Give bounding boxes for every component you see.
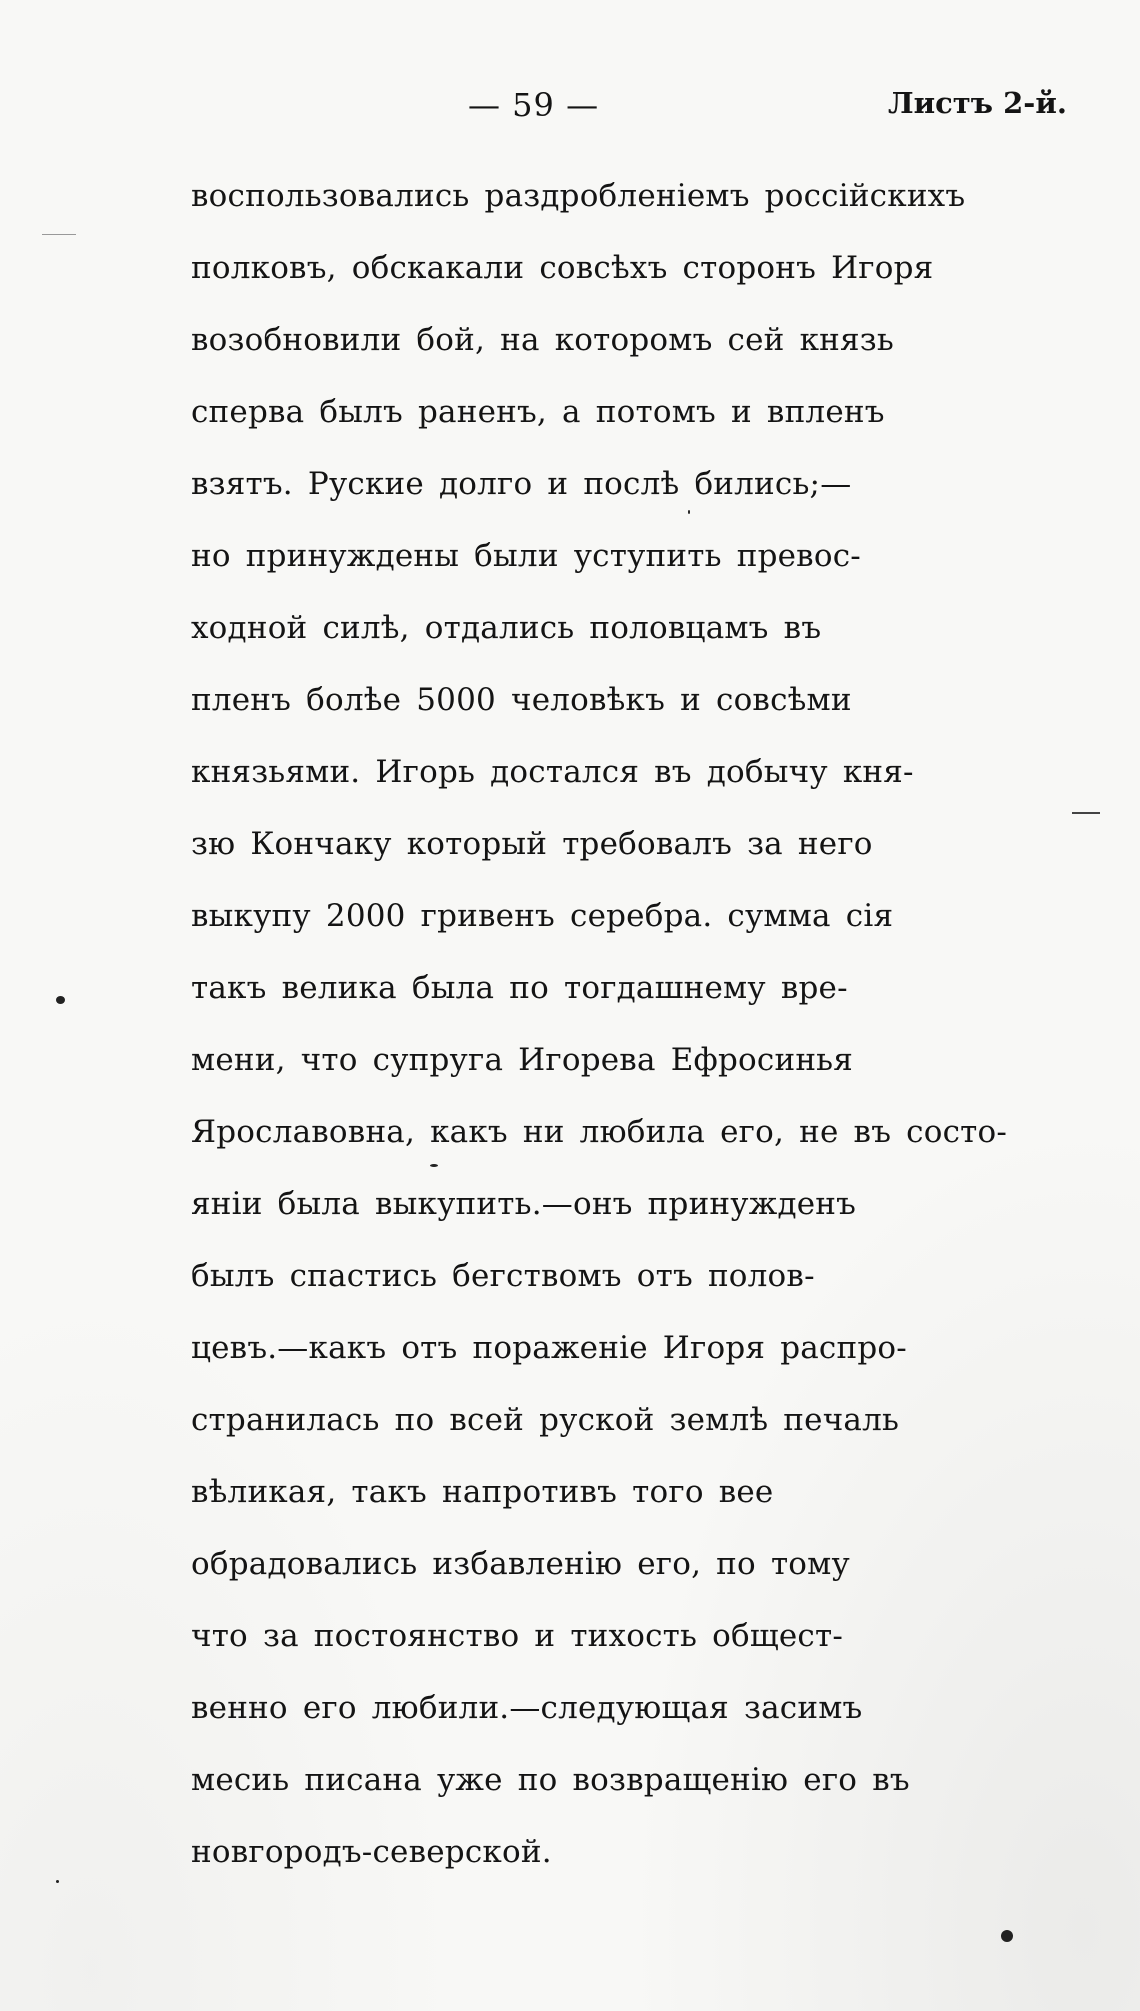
text-line: вѣликая, такъ напротивъ того вее xyxy=(191,1474,774,1510)
text-line: зю Кончаку который требовалъ за него xyxy=(191,826,873,862)
text-line: обрадовались избавленію его, по тому xyxy=(191,1546,850,1582)
text-line: пленъ болѣе 5000 человѣкъ и совсѣми xyxy=(191,682,852,718)
page-number: — 59 — xyxy=(468,86,600,124)
ink-speck xyxy=(56,1880,59,1883)
text-line: князьями. Игорь достался въ добычу кня- xyxy=(191,754,914,790)
text-line: ходной силѣ, отдались половцамъ въ xyxy=(191,610,822,646)
text-line: Ярославовна, какъ ни любила его, не въ состо- xyxy=(191,1114,1008,1150)
text-line: венно его любили.—следующая засимъ xyxy=(191,1690,863,1726)
text-line: полковъ, обскакали совсѣхъ сторонъ Игоря xyxy=(191,250,934,286)
text-line: цевъ.—какъ отъ пораженіе Игоря распро- xyxy=(191,1330,907,1366)
text-line: сперва былъ раненъ, а потомъ и впленъ xyxy=(191,394,885,430)
text-line: мени, что супруга Игорева Ефросинья xyxy=(191,1042,854,1078)
text-line: странилась по всей руской землѣ печаль xyxy=(191,1402,900,1438)
text-line: месиь писана уже по возвращенію его въ xyxy=(191,1762,910,1798)
text-line: яніи была выкупить.—онъ принужденъ xyxy=(191,1186,857,1222)
page-header xyxy=(0,86,1140,136)
text-line: былъ спастись бегствомъ отъ полов- xyxy=(191,1258,815,1294)
margin-mark xyxy=(1072,812,1100,814)
sheet-label: Листъ 2-й. xyxy=(888,86,1067,120)
margin-mark xyxy=(42,234,76,235)
text-line: выкупу 2000 гривенъ серебра. сумма сія xyxy=(191,898,894,934)
ink-speck xyxy=(688,510,690,514)
body-text xyxy=(191,160,1011,1888)
text-line: что за постоянство и тихость общест- xyxy=(191,1618,844,1654)
ink-speck xyxy=(430,1164,438,1167)
text-line: взятъ. Руские долго и послѣ бились;— xyxy=(191,466,852,502)
text-line: такъ велика была по тогдашнему вре- xyxy=(191,970,848,1006)
text-line: но принуждены были уступить превос- xyxy=(191,538,861,574)
ink-speck xyxy=(1001,1930,1013,1942)
ink-speck xyxy=(56,996,65,1004)
text-line: возобновили бой, на которомъ сей князь xyxy=(191,322,894,358)
text-line: воспользовались раздробленіемъ россійскихъ xyxy=(191,178,966,214)
text-line: новгородъ-северской. xyxy=(191,1834,552,1870)
